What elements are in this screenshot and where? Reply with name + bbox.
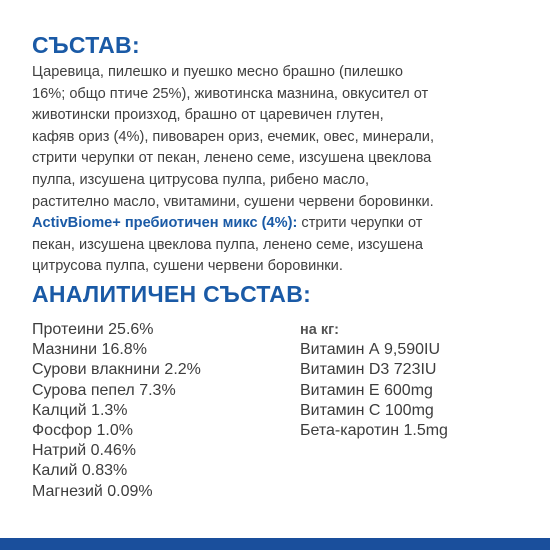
analytical-row: Калций 1.3%: [32, 401, 128, 419]
vitamin-row: Витамин D3 723IU: [300, 361, 437, 379]
ingredients-line: животински произход, брашно от царевичен глутен,: [32, 107, 384, 124]
ingredients-line: растително масло, vвитамини, сушени червени боровинки.: [32, 193, 434, 210]
analytical-row: Протеини 25.6%: [32, 321, 154, 338]
vitamin-row: Бета-каротин 1.5mg: [300, 422, 448, 440]
analytical-row: Магнезий 0.09%: [32, 482, 153, 500]
ingredients-line: пулпа, изсушена цитрусова пулпа, рибено масло,: [32, 171, 370, 188]
analytical-heading: АНАЛИТИЧЕН СЪСТАВ:: [32, 281, 312, 307]
ingredients-line: 16%; общо птиче 25%), животинска мазнина, овкусител от: [32, 85, 429, 102]
ingredients-line: кафяв ориз (4%), пивоварен ориз, ечемик, овес, минерали,: [32, 128, 434, 145]
vitamin-row: Витамин Е 600mg: [300, 381, 433, 399]
composition-heading: СЪСТАВ:: [32, 32, 140, 58]
analytical-values-list: [32, 320, 201, 502]
analytical-row: Сурови влакнини 2.2%: [32, 361, 201, 379]
analytical-row: Калий 0.83%: [32, 462, 128, 480]
activbiome-text: стрити черупки от: [297, 215, 423, 232]
activbiome-line: цитрусова пулпа, сушени червени боровинки.: [32, 258, 343, 275]
ingredients-text: [32, 62, 532, 278]
per-kg-label: на кг:: [300, 322, 339, 338]
activbiome-label: ActivBiome+ пребиотичен микс (4%):: [32, 215, 298, 232]
footer-bar: [0, 538, 550, 550]
ingredients-line: стрити черупки от пекан, ленено семе, изсушена цвеклова: [32, 150, 432, 167]
analytical-row: Натрий 0.46%: [32, 442, 137, 460]
vitamin-row: Витамин А 9,590IU: [300, 341, 441, 359]
analytical-row: Мазнини 16.8%: [32, 341, 147, 359]
ingredients-line: Царевица, пилешко и пуешко месно брашно (пилешко: [32, 64, 403, 80]
activbiome-line: пекан, изсушена цвеклова пулпа, ленено семе, изсушена: [32, 236, 424, 253]
analytical-row: Сурова пепел 7.3%: [32, 381, 176, 399]
analytical-row: Фосфор 1.0%: [32, 422, 133, 440]
vitamins-list: [300, 320, 448, 441]
vitamin-row: Витамин С 100mg: [300, 401, 434, 419]
activbiome-line: [32, 213, 532, 235]
